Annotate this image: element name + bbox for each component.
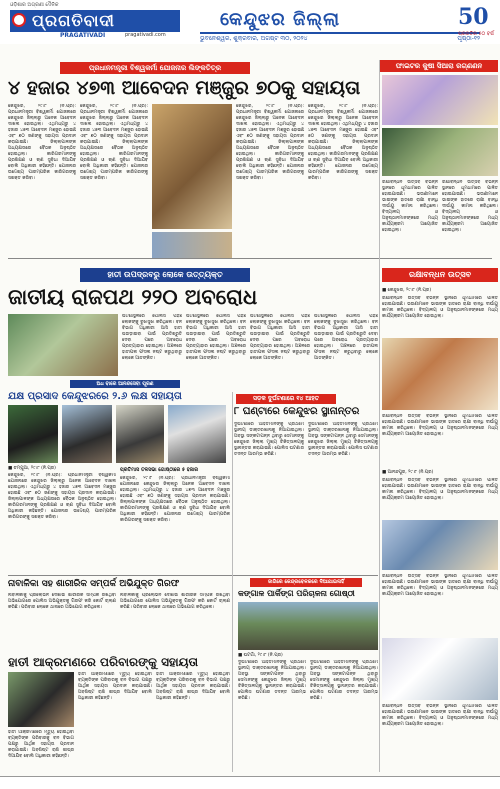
story5-col-1: ନାବାଳିକାକୁ ପ୍ରଲୋଭନ ଦେଖାଇ ଶାରୀରିକ ସମ୍ପର୍କ ରଖିଥିବା ଅଭିଯୋଗରେ ପୋଲିସ ଅଭିଯୁକ୍ତକୁ ଗିରଫ କରି କୋର୍ଟ ଚାଲାଣ କରିଛି। ପରିବାର ଲୋକେ ଥାନାରେ ଅଭିଯୋଗ କରିଥିଲେ। — [8, 593, 116, 610]
story3-dateline: ■ ଚମ୍ପୁଆ, ୨୯।୮ (ନି.ପ୍ର) — [8, 466, 56, 471]
lead-col-2: କେନ୍ଦୁଝର, ୨୯।୮ (ନି.ପ୍ର): ପ୍ରଧାନମନ୍ତ୍ରୀ ବିଶ୍ୱକର୍ମା ଯୋଜନାରେ କେନ୍ଦୁଝର ଜିଲ୍ଲାରୁ ଅନେକ ଆବେଦନ ଦାଖଲ ହୋଇଥିଲା। ଏଥିମଧ୍ୟରୁ ୪ ହଜାର ୪୭୩ ଆବେଦନ ମଞ୍ଜୁର ହୋଇଛି ଏବଂ ୭୦ ଜଣଙ୍କୁ ସହାୟତା ପ୍ରଦାନ କରାଯାଇଛି। ଜିଲ୍ଲାପାଳଙ୍କ ଅଧ୍ୟକ୍ଷତାରେ ବୈଠକ ଅନୁଷ୍ଠିତ ହୋଇଥିଲା। କାରିଗରମାନଙ୍କୁ ପ୍ରଶିକ୍ଷଣ ଓ ଋଣ ସୁବିଧା ଦିଆଯିବ ବୋଲି ଅଧିକାରୀ କହିଛନ୍ତି। ଯୋଜନାର ଉଦ୍ଦେଶ୍ୟ ପାରମ୍ପରିକ କାରିଗରଙ୍କୁ ସଶକ୍ତ କରିବା। — [80, 104, 148, 181]
story3-photo-1 — [8, 405, 58, 463]
dateline-text: ଭୁବନେଶ୍ୱର, ଶୁକ୍ରବାର, ଅଗଷ୍ଟ ୩୦, ୨୦୨୪ — [200, 35, 308, 42]
right-col-3: ରକ୍ଷାବନ୍ଧନ ଉତ୍ସବ ବିଭିନ୍ନ ସ୍ଥାନରେ ଧୂମଧାମରେ ପାଳିତ ହୋଇଯାଇଛି। ଭଉଣୀମାନେ ଭାଇଙ୍କ ହାତରେ ରାକ୍ଷୀ ବାନ୍ଧି ଦୀର୍ଘାୟୁ କାମନା କରିଥିଲେ। ବିଦ୍ୟାଳୟ ଓ ଅନୁଷ୍ଠାନମାନଙ୍କରେ ମଧ୍ୟ କାର୍ଯ୍ୟକ୍ରମ ଆୟୋଜିତ ହୋଇଥିଲା। — [382, 296, 498, 319]
anniversary-logo: 50 — [458, 4, 489, 30]
right-banner-2: ରକ୍ଷାବନ୍ଧନ ଉତ୍ସବ — [382, 268, 498, 282]
story7-col-1: ଦୁର୍ଘଟଣାରେ ଆହତମାନଙ୍କୁ ପ୍ରଥମେ ସ୍ଥାନୀୟ ଡାକ୍ତରଖାନାକୁ ନିଆଯାଇଥିଲା। ଅବସ୍ଥା ସଙ୍କଟାପନ୍ନ ଥିବାରୁ ସେମାନଙ୍କୁ କେନ୍ଦୁଝର ଜିଲ୍ଲା ମୁଖ୍ୟ ଚିକିତ୍ସାଳୟକୁ ସ୍ଥାନାନ୍ତର କରାଯାଇଛି। ପୋଲିସ ଘଟଣାର ତଦନ୍ତ ଆରମ୍ଭ କରିଛି। — [238, 660, 306, 701]
district-title: କେନ୍ଦୁଝର ଜିଲ୍ଲା — [220, 9, 341, 30]
right-col-2: ରକ୍ଷାବନ୍ଧନ ଉତ୍ସବ ବିଭିନ୍ନ ସ୍ଥାନରେ ଧୂମଧାମରେ ପାଳିତ ହୋଇଯାଇଛି। ଭଉଣୀମାନେ ଭାଇଙ୍କ ହାତରେ ରାକ୍ଷୀ ବାନ୍ଧି ଦୀର୍ଘାୟୁ କାମନା କରିଥିଲେ। ବିଦ୍ୟାଳୟ ଓ ଅନୁଷ୍ଠାନମାନଙ୍କରେ ମଧ୍ୟ କାର୍ଯ୍ୟକ୍ରମ ଆୟୋଜିତ ହୋଇଥିଲା। — [442, 180, 498, 233]
right-photo-2 — [382, 128, 498, 176]
right-col-1: ରକ୍ଷାବନ୍ଧନ ଉତ୍ସବ ବିଭିନ୍ନ ସ୍ଥାନରେ ଧୂମଧାମରେ ପାଳିତ ହୋଇଯାଇଛି। ଭଉଣୀମାନେ ଭାଇଙ୍କ ହାତରେ ରାକ୍ଷୀ ବାନ୍ଧି ଦୀର୍ଘାୟୁ କାମନା କରିଥିଲେ। ବିଦ୍ୟାଳୟ ଓ ଅନୁଷ୍ଠାନମାନଙ୍କରେ ମଧ୍ୟ କାର୍ଯ୍ୟକ୍ରମ ଆୟୋଜିତ ହୋଇଥିଲା। — [382, 180, 438, 233]
right-dateline: ■ କେନ୍ଦୁଝର, ୨୯।୮ (ନି.ପ୍ର) — [382, 288, 432, 293]
story3-headline: ଯକ୍ଷ ପ୍ରସାଦ କେନ୍ଦୁଝରରେ ୨.୬ ଲକ୍ଷ ସହାୟତା — [8, 391, 182, 402]
right-photo-4 — [382, 520, 498, 570]
lead-col-4: କେନ୍ଦୁଝର, ୨୯।୮ (ନି.ପ୍ର): ପ୍ରଧାନମନ୍ତ୍ରୀ ବିଶ୍ୱକର୍ମା ଯୋଜନାରେ କେନ୍ଦୁଝର ଜିଲ୍ଲାରୁ ଅନେକ ଆବେଦନ ଦାଖଲ ହୋଇଥିଲା। ଏଥିମଧ୍ୟରୁ ୪ ହଜାର ୪୭୩ ଆବେଦନ ମଞ୍ଜୁର ହୋଇଛି ଏବଂ ୭୦ ଜଣଙ୍କୁ ସହାୟତା ପ୍ରଦାନ କରାଯାଇଛି। ଜିଲ୍ଲାପାଳଙ୍କ ଅଧ୍ୟକ୍ଷତାରେ ବୈଠକ ଅନୁଷ୍ଠିତ ହୋଇଥିଲା। କାରିଗରମାନଙ୍କୁ ପ୍ରଶିକ୍ଷଣ ଓ ଋଣ ସୁବିଧା ଦିଆଯିବ ବୋଲି ଅଧିକାରୀ କହିଛନ୍ତି। ଯୋଜନାର ଉଦ୍ଦେଶ୍ୟ ପାରମ୍ପରିକ କାରିଗରଙ୍କୁ ସଶକ୍ତ କରିବା। — [308, 104, 378, 181]
dateline — [200, 32, 480, 44]
story6-col-2: ହାତୀ ଆକ୍ରମଣରେ ମୃତ୍ୟୁ ହୋଇଥିବା ବ୍ୟକ୍ତିଙ୍କ ପରିବାରକୁ ବନ ବିଭାଗ ପକ୍ଷରୁ ଆର୍ଥିକ ସହାୟତା ପ୍ରଦାନ କରାଯାଇଛି। ଅବଶିଷ୍ଟ ରାଶି ଶୀଘ୍ର ଦିଆଯିବ ବୋଲି ଅଧିକାରୀ କହିଛନ୍ତି। — [156, 672, 230, 701]
story2-col-4: ଘଟଣାସ୍ଥଳରେ ପୋଲିସ ପହଞ୍ଚି ଲୋକଙ୍କୁ ବୁଝାସୁଝା କରିଥିଲେ। ବନ ବିଭାଗ ଅଧିକାରୀ ଆସି ହାତୀ ଘଉଡ଼ାଇବା ପାଇଁ ପ୍ରତିଶ୍ରୁତି ଦେବା ପରେ ଅବରୋଧ ପ୍ରତ୍ୟାହାର ହୋଇଥିଲା। ଅଞ୍ଚଳରେ ହାତୀପଲ ଫସଲ ନଷ୍ଟ କରୁଥିବାରୁ ଲୋକେ ଆତଙ୍କିତ। — [314, 314, 378, 361]
column-rule-right — [379, 60, 380, 772]
right-col-7: ରକ୍ଷାବନ୍ଧନ ଉତ୍ସବ ବିଭିନ୍ନ ସ୍ଥାନରେ ଧୂମଧାମରେ ପାଳିତ ହୋଇଯାଇଛି। ଭଉଣୀମାନେ ଭାଇଙ୍କ ହାତରେ ରାକ୍ଷୀ ବାନ୍ଧି ଦୀର୍ଘାୟୁ କାମନା କରିଥିଲେ। ବିଦ୍ୟାଳୟ ଓ ଅନୁଷ୍ଠାନମାନଙ୍କରେ ମଧ୍ୟ କାର୍ଯ୍ୟକ୍ରମ ଆୟୋଜିତ ହୋଇଥିଲା। — [382, 704, 498, 727]
story5-col-2: ନାବାଳିକାକୁ ପ୍ରଲୋଭନ ଦେଖାଇ ଶାରୀରିକ ସମ୍ପର୍କ ରଖିଥିବା ଅଭିଯୋଗରେ ପୋଲିସ ଅଭିଯୁକ୍ତକୁ ଗିରଫ କରି କୋର୍ଟ ଚାଲାଣ କରିଛି। ପରିବାର ଲୋକେ ଥାନାରେ ଅଭିଯୋଗ କରିଥିଲେ। — [120, 593, 230, 610]
story3-col-2: କେନ୍ଦୁଝର, ୨୯।୮ (ନି.ପ୍ର): ପ୍ରଧାନମନ୍ତ୍ରୀ ବିଶ୍ୱକର୍ମା ଯୋଜନାରେ କେନ୍ଦୁଝର ଜିଲ୍ଲାରୁ ଅନେକ ଆବେଦନ ଦାଖଲ ହୋଇଥିଲା। ଏଥିମଧ୍ୟରୁ ୪ ହଜାର ୪୭୩ ଆବେଦନ ମଞ୍ଜୁର ହୋଇଛି ଏବଂ ୭୦ ଜଣଙ୍କୁ ସହାୟତା ପ୍ରଦାନ କରାଯାଇଛି। ଜିଲ୍ଲାପାଳଙ୍କ ଅଧ୍ୟକ୍ଷତାରେ ବୈଠକ ଅନୁଷ୍ଠିତ ହୋଇଥିଲା। କାରିଗରମାନଙ୍କୁ ପ୍ରଶିକ୍ଷଣ ଓ ଋଣ ସୁବିଧା ଦିଆଯିବ ବୋଲି ଅଧିକାରୀ କହିଛନ୍ତି। ଯୋଜନାର ଉଦ୍ଦେଶ୍ୟ ପାରମ୍ପରିକ କାରିଗରଙ୍କୁ ସଶକ୍ତ କରିବା। — [120, 476, 230, 523]
story3-photo-2 — [62, 405, 112, 463]
right-photo-3 — [382, 338, 498, 410]
story4-col-2: ଦୁର୍ଘଟଣାରେ ଆହତମାନଙ୍କୁ ପ୍ରଥମେ ସ୍ଥାନୀୟ ଡାକ୍ତରଖାନାକୁ ନିଆଯାଇଥିଲା। ଅବସ୍ଥା ସଙ୍କଟାପନ୍ନ ଥିବାରୁ ସେମାନଙ୍କୁ କେନ୍ଦୁଝର ଜିଲ୍ଲା ମୁଖ୍ୟ ଚିକିତ୍ସାଳୟକୁ ସ୍ଥାନାନ୍ତର କରାଯାଇଛି। ପୋଲିସ ଘଟଣାର ତଦନ୍ତ ଆରମ୍ଭ କରିଛି। — [308, 422, 378, 457]
column-rule-mid — [232, 392, 233, 772]
story7-kicker: ଜାଗିରେ କେନ୍ଦ୍ରବେଳକରେ ଦିଆଯାଇନାହିଁ — [250, 578, 362, 587]
lead-col-3: କେନ୍ଦୁଝର, ୨୯।୮ (ନି.ପ୍ର): ପ୍ରଧାନମନ୍ତ୍ରୀ ବିଶ୍ୱକର୍ମା ଯୋଜନାରେ କେନ୍ଦୁଝର ଜିଲ୍ଲାରୁ ଅନେକ ଆବେଦନ ଦାଖଲ ହୋଇଥିଲା। ଏଥିମଧ୍ୟରୁ ୪ ହଜାର ୪୭୩ ଆବେଦନ ମଞ୍ଜୁର ହୋଇଛି ଏବଂ ୭୦ ଜଣଙ୍କୁ ସହାୟତା ପ୍ରଦାନ କରାଯାଇଛି। ଜିଲ୍ଲାପାଳଙ୍କ ଅଧ୍ୟକ୍ଷତାରେ ବୈଠକ ଅନୁଷ୍ଠିତ ହୋଇଥିଲା। କାରିଗରମାନଙ୍କୁ ପ୍ରଶିକ୍ଷଣ ଓ ଋଣ ସୁବିଧା ଦିଆଯିବ ବୋଲି ଅଧିକାରୀ କହିଛନ୍ତି। ଯୋଜନାର ଉଦ୍ଦେଶ୍ୟ ପାରମ୍ପରିକ କାରିଗରଙ୍କୁ ସଶକ୍ତ କରିବା। — [236, 104, 304, 181]
story7-col-2: ଦୁର୍ଘଟଣାରେ ଆହତମାନଙ୍କୁ ପ୍ରଥମେ ସ୍ଥାନୀୟ ଡାକ୍ତରଖାନାକୁ ନିଆଯାଇଥିଲା। ଅବସ୍ଥା ସଙ୍କଟାପନ୍ନ ଥିବାରୁ ସେମାନଙ୍କୁ କେନ୍ଦୁଝର ଜିଲ୍ଲା ମୁଖ୍ୟ ଚିକିତ୍ସାଳୟକୁ ସ୍ଥାନାନ୍ତର କରାଯାଇଛି। ପୋଲିସ ଘଟଣାର ତଦନ୍ତ ଆରମ୍ଭ କରିଛି। — [310, 660, 378, 701]
right-col-5: ରକ୍ଷାବନ୍ଧନ ଉତ୍ସବ ବିଭିନ୍ନ ସ୍ଥାନରେ ଧୂମଧାମରେ ପାଳିତ ହୋଇଯାଇଛି। ଭଉଣୀମାନେ ଭାଇଙ୍କ ହାତରେ ରାକ୍ଷୀ ବାନ୍ଧି ଦୀର୍ଘାୟୁ କାମନା କରିଥିଲେ। ବିଦ୍ୟାଳୟ ଓ ଅନୁଷ୍ଠାନମାନଙ୍କରେ ମଧ୍ୟ କାର୍ଯ୍ୟକ୍ରମ ଆୟୋଜିତ ହୋଇଥିଲା। — [382, 478, 498, 501]
story2-headline: ଜାତୀୟ ରାଜପଥ ୨୨୦ ଅବରୋଧ — [8, 285, 258, 309]
story7-dateline: ■ ଘଟଗାଁ, ୨୯।୮ (ନି.ପ୍ର) — [238, 653, 283, 658]
masthead-tagline: ଓଡ଼ିଶାର ଅଗ୍ରଣୀ ଦୈନିକ — [10, 2, 59, 8]
story3-kicker: ଅଧ ବାରେ ଆନନ୍ଦସେବା ପୂରଣ — [70, 380, 180, 388]
story3-photo-3 — [116, 405, 164, 463]
story6-headline: ହାତୀ ଆକ୍ରମଣରେ ପରିବାରଙ୍କୁ ସହାୟତା — [8, 655, 199, 669]
right-col-6: ରକ୍ଷାବନ୍ଧନ ଉତ୍ସବ ବିଭିନ୍ନ ସ୍ଥାନରେ ଧୂମଧାମରେ ପାଳିତ ହୋଇଯାଇଛି। ଭଉଣୀମାନେ ଭାଇଙ୍କ ହାତରେ ରାକ୍ଷୀ ବାନ୍ଧି ଦୀର୍ଘାୟୁ କାମନା କରିଥିଲେ। ବିଦ୍ୟାଳୟ ଓ ଅନୁଷ୍ଠାନମାନଙ୍କରେ ମଧ୍ୟ କାର୍ଯ୍ୟକ୍ରମ ଆୟୋଜିତ ହୋଇଥିଲା। — [382, 574, 498, 597]
story3-sub: ପ୍ରତିମାସ ତଳସଭା ଗୋଷ୍ଠୀରେ ୫ ହଜାର — [120, 467, 199, 473]
lead-photo-2 — [152, 232, 232, 258]
story3-photo-4 — [168, 405, 226, 463]
story2-kicker: ହାତୀ ଉପଦ୍ରବରୁ ଲୋକେ ଉତ୍ତ୍ୟକ୍ତ — [80, 268, 250, 282]
anniversary-text: ପ୍ରଗତିର ୫୦ ବର୍ଷ — [458, 31, 494, 37]
right-photo-1 — [382, 75, 498, 125]
story2-col-3: ଘଟଣାସ୍ଥଳରେ ପୋଲିସ ପହଞ୍ଚି ଲୋକଙ୍କୁ ବୁଝାସୁଝା କରିଥିଲେ। ବନ ବିଭାଗ ଅଧିକାରୀ ଆସି ହାତୀ ଘଉଡ଼ାଇବା ପାଇଁ ପ୍ରତିଶ୍ରୁତି ଦେବା ପରେ ଅବରୋଧ ପ୍ରତ୍ୟାହାର ହୋଇଥିଲା। ଅଞ୍ଚଳରେ ହାତୀପଲ ଫସଲ ନଷ୍ଟ କରୁଥିବାରୁ ଲୋକେ ଆତଙ୍କିତ। — [250, 314, 310, 361]
lead-kicker: ପ୍ରଧାନମନ୍ତ୍ରୀ ବିଶ୍ୱକର୍ମା ଯୋଜନାର ଲିଙ୍କତିତ୍ର — [60, 62, 250, 74]
story7-headline: କଙ୍ଗାଳ ପାର୍କିଙ୍ଗ ପରିଚାଳନା ଗୋଷ୍ଠୀ — [238, 589, 355, 598]
story7-photo — [238, 602, 378, 650]
story6-photo — [8, 672, 74, 727]
page-number: ପୃଷ୍ଠା-୧୨ — [457, 35, 480, 42]
right-dateline-2: ■ ଆନନ୍ଦପୁର, ୨୯।୮ (ନି.ପ୍ର) — [382, 470, 434, 475]
logo-icon — [12, 13, 26, 27]
story4-kicker: ସଡ଼କ ଦୁର୍ଘଟଣାରେ ୧୪ ଆହତ — [236, 394, 336, 404]
story2-col-2: ଘଟଣାସ୍ଥଳରେ ପୋଲିସ ପହଞ୍ଚି ଲୋକଙ୍କୁ ବୁଝାସୁଝା କରିଥିଲେ। ବନ ବିଭାଗ ଅଧିକାରୀ ଆସି ହାତୀ ଘଉଡ଼ାଇବା ପାଇଁ ପ୍ରତିଶ୍ରୁତି ଦେବା ପରେ ଅବରୋଧ ପ୍ରତ୍ୟାହାର ହୋଇଥିଲା। ଅଞ୍ଚଳରେ ହାତୀପଲ ଫସଲ ନଷ୍ଟ କରୁଥିବାରୁ ଲୋକେ ଆତଙ୍କିତ। — [186, 314, 246, 361]
story4-col-1: ଦୁର୍ଘଟଣାରେ ଆହତମାନଙ୍କୁ ପ୍ରଥମେ ସ୍ଥାନୀୟ ଡାକ୍ତରଖାନାକୁ ନିଆଯାଇଥିଲା। ଅବସ୍ଥା ସଙ୍କଟାପନ୍ନ ଥିବାରୁ ସେମାନଙ୍କୁ କେନ୍ଦୁଝର ଜିଲ୍ଲା ମୁଖ୍ୟ ଚିକିତ୍ସାଳୟକୁ ସ୍ଥାନାନ୍ତର କରାଯାଇଛି। ପୋଲିସ ଘଟଣାର ତଦନ୍ତ ଆରମ୍ଭ କରିଛି। — [234, 422, 304, 457]
footer-bar — [0, 776, 500, 789]
lead-headline: ୪ ହଜାର ୪୭୩ ଆବେଦନ ମଞ୍ଜୁର ୭୦କୁ ସହାୟତା — [8, 77, 361, 99]
story2-photo — [8, 314, 118, 376]
divider-1 — [8, 258, 492, 259]
right-banner-1: ଫାଇଟର କୁଷୀ ସିଆରା ରଗ୍ଣଣନ — [380, 60, 498, 72]
logo-url: pragativadi.com — [125, 32, 166, 38]
lead-photo-1 — [152, 104, 232, 229]
logo-subtitle: PRAGATIVADI — [60, 32, 106, 39]
newspaper-logo: ପ୍ରଗତିବାଦୀ — [10, 10, 180, 32]
story6-col-1: ହାତୀ ଆକ୍ରମଣରେ ମୃତ୍ୟୁ ହୋଇଥିବା ବ୍ୟକ୍ତିଙ୍କ ପରିବାରକୁ ବନ ବିଭାଗ ପକ୍ଷରୁ ଆର୍ଥିକ ସହାୟତା ପ୍ରଦାନ କରାଯାଇଛି। ଅବଶିଷ୍ଟ ରାଶି ଶୀଘ୍ର ଦିଆଯିବ ବୋଲି ଅଧିକାରୀ କହିଛନ୍ତି। — [78, 672, 152, 701]
story2-col-1: ଘଟଣାସ୍ଥଳରେ ପୋଲିସ ପହଞ୍ଚି ଲୋକଙ୍କୁ ବୁଝାସୁଝା କରିଥିଲେ। ବନ ବିଭାଗ ଅଧିକାରୀ ଆସି ହାତୀ ଘଉଡ଼ାଇବା ପାଇଁ ପ୍ରତିଶ୍ରୁତି ଦେବା ପରେ ଅବରୋଧ ପ୍ରତ୍ୟାହାର ହୋଇଥିଲା। ଅଞ୍ଚଳରେ ହାତୀପଲ ଫସଲ ନଷ୍ଟ କରୁଥିବାରୁ ଲୋକେ ଆତଙ୍କିତ। — [122, 314, 182, 361]
divider-2 — [8, 575, 378, 576]
story6-col-3: ହାତୀ ଆକ୍ରମଣରେ ମୃତ୍ୟୁ ହୋଇଥିବା ବ୍ୟକ୍ତିଙ୍କ ପରିବାରକୁ ବନ ବିଭାଗ ପକ୍ଷରୁ ଆର୍ଥିକ ସହାୟତା ପ୍ରଦାନ କରାଯାଇଛି। ଅବଶିଷ୍ଟ ରାଶି ଶୀଘ୍ର ଦିଆଯିବ ବୋଲି ଅଧିକାରୀ କହିଛନ୍ତି। — [8, 730, 74, 759]
right-col-4: ରକ୍ଷାବନ୍ଧନ ଉତ୍ସବ ବିଭିନ୍ନ ସ୍ଥାନରେ ଧୂମଧାମରେ ପାଳିତ ହୋଇଯାଇଛି। ଭଉଣୀମାନେ ଭାଇଙ୍କ ହାତରେ ରାକ୍ଷୀ ବାନ୍ଧି ଦୀର୍ଘାୟୁ କାମନା କରିଥିଲେ। ବିଦ୍ୟାଳୟ ଓ ଅନୁଷ୍ଠାନମାନଙ୍କରେ ମଧ୍ୟ କାର୍ଯ୍ୟକ୍ରମ ଆୟୋଜିତ ହୋଇଥିଲା। — [382, 414, 498, 437]
right-photo-5 — [382, 638, 498, 700]
lead-col-1: କେନ୍ଦୁଝର, ୨୯।୮ (ନି.ପ୍ର): ପ୍ରଧାନମନ୍ତ୍ରୀ ବିଶ୍ୱକର୍ମା ଯୋଜନାରେ କେନ୍ଦୁଝର ଜିଲ୍ଲାରୁ ଅନେକ ଆବେଦନ ଦାଖଲ ହୋଇଥିଲା। ଏଥିମଧ୍ୟରୁ ୪ ହଜାର ୪୭୩ ଆବେଦନ ମଞ୍ଜୁର ହୋଇଛି ଏବଂ ୭୦ ଜଣଙ୍କୁ ସହାୟତା ପ୍ରଦାନ କରାଯାଇଛି। ଜିଲ୍ଲାପାଳଙ୍କ ଅଧ୍ୟକ୍ଷତାରେ ବୈଠକ ଅନୁଷ୍ଠିତ ହୋଇଥିଲା। କାରିଗରମାନଙ୍କୁ ପ୍ରଶିକ୍ଷଣ ଓ ଋଣ ସୁବିଧା ଦିଆଯିବ ବୋଲି ଅଧିକାରୀ କହିଛନ୍ତି। ଯୋଜନାର ଉଦ୍ଦେଶ୍ୟ ପାରମ୍ପରିକ କାରିଗରଙ୍କୁ ସଶକ୍ତ କରିବା। — [8, 104, 76, 181]
story3-col-1: କେନ୍ଦୁଝର, ୨୯।୮ (ନି.ପ୍ର): ପ୍ରଧାନମନ୍ତ୍ରୀ ବିଶ୍ୱକର୍ମା ଯୋଜନାରେ କେନ୍ଦୁଝର ଜିଲ୍ଲାରୁ ଅନେକ ଆବେଦନ ଦାଖଲ ହୋଇଥିଲା। ଏଥିମଧ୍ୟରୁ ୪ ହଜାର ୪୭୩ ଆବେଦନ ମଞ୍ଜୁର ହୋଇଛି ଏବଂ ୭୦ ଜଣଙ୍କୁ ସହାୟତା ପ୍ରଦାନ କରାଯାଇଛି। ଜିଲ୍ଲାପାଳଙ୍କ ଅଧ୍ୟକ୍ଷତାରେ ବୈଠକ ଅନୁଷ୍ଠିତ ହୋଇଥିଲା। କାରିଗରମାନଙ୍କୁ ପ୍ରଶିକ୍ଷଣ ଓ ଋଣ ସୁବିଧା ଦିଆଯିବ ବୋଲି ଅଧିକାରୀ କହିଛନ୍ତି। ଯୋଜନାର ଉଦ୍ଦେଶ୍ୟ ପାରମ୍ପରିକ କାରିଗରଙ୍କୁ ସଶକ୍ତ କରିବା। — [8, 473, 116, 520]
story5-headline: ନାବାଳିକା ସହ ଶାରୀରିକ ସମ୍ପର୍କ ଅଭିଯୁକ୍ତ ଗିରଫ — [8, 579, 180, 589]
story4-headline: ୮ ଘଣ୍ଟାରେ କେନ୍ଦୁଝର ସ୍ଥାନାନ୍ତର — [234, 406, 360, 417]
